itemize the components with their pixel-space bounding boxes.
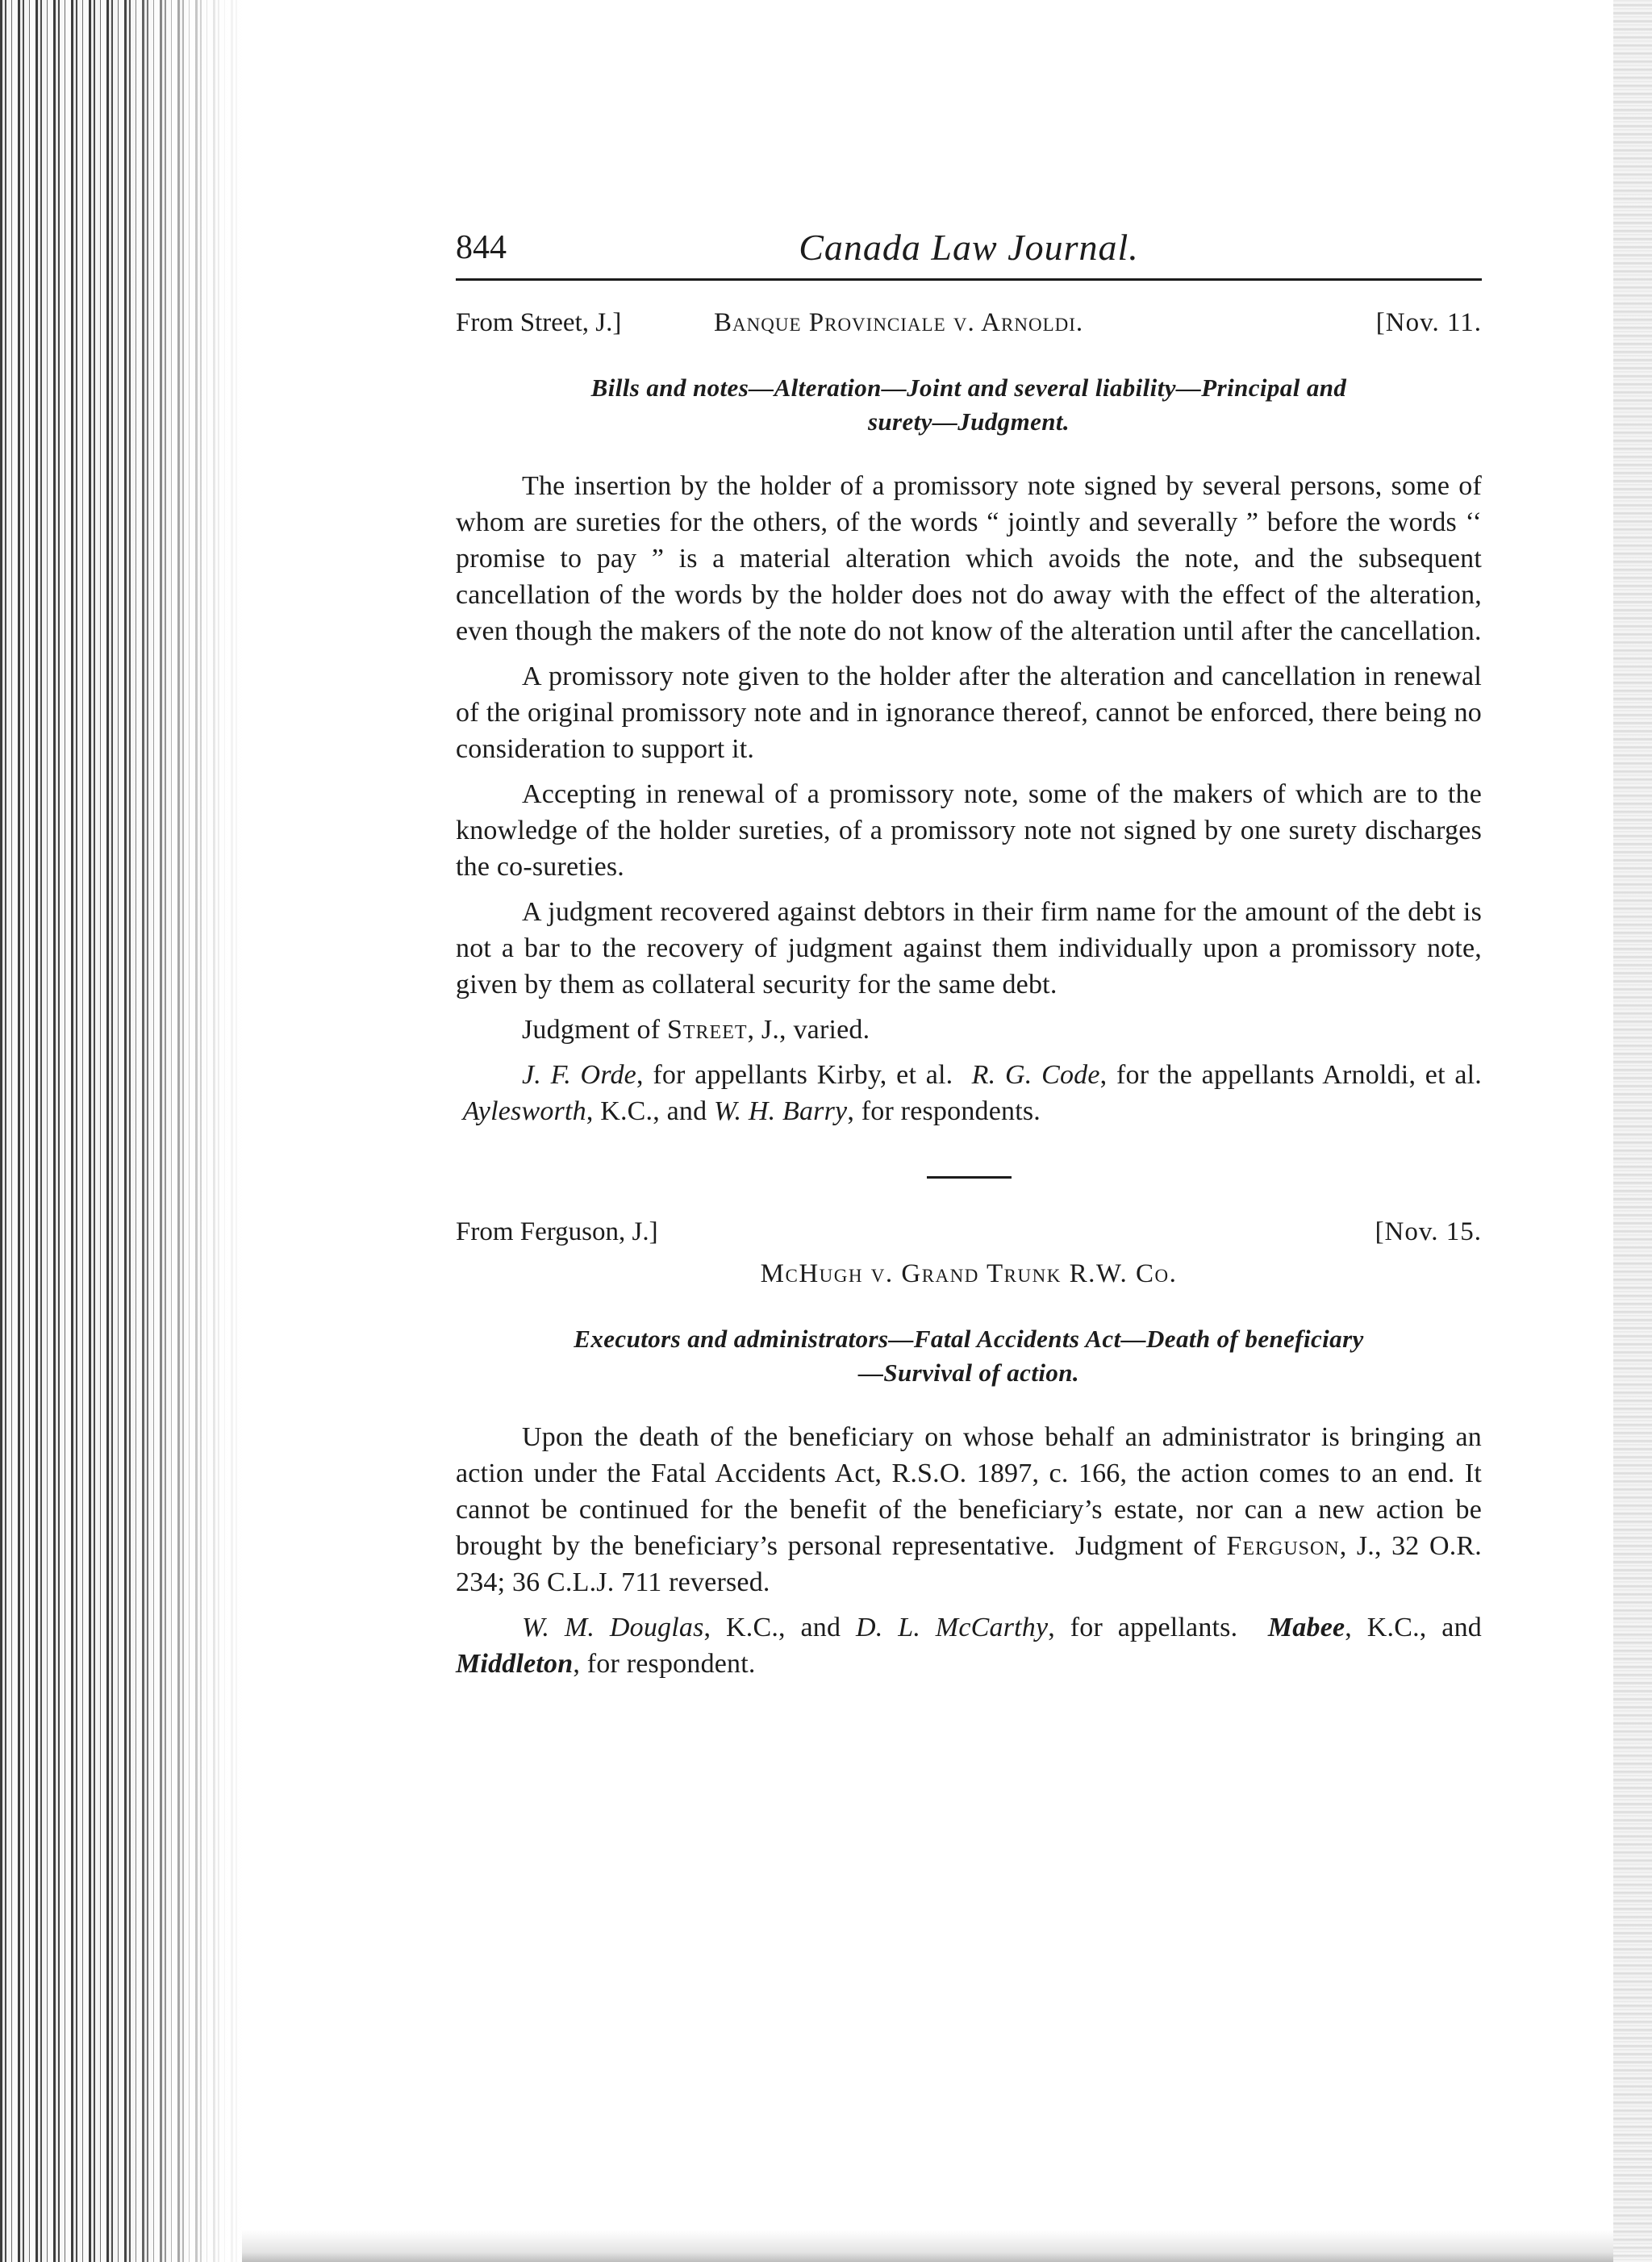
counsel-text: , K.C., and	[703, 1613, 841, 1642]
case-banque-provinciale	[456, 308, 1482, 1129]
headnote-line: —Survival of action.	[857, 1358, 1080, 1387]
headnote-line: Bills and notes—Alteration—Joint and several liability—Principal and	[590, 374, 1347, 402]
case-name: McHugh v. Grand Trunk R.W. Co.	[760, 1259, 1178, 1288]
counsel-name: Mabee	[1267, 1613, 1345, 1642]
court-from: From Ferguson, J.]	[456, 1217, 658, 1246]
case-date: [Nov. 15.	[1375, 1217, 1482, 1246]
paragraph: Accepting in renewal of a promissory note, some of the makers of which are to the knowledge of the holder sureties, of a promissory note not signed by one surety discharges the co-sureties.	[456, 779, 1482, 882]
headnote-line: Executors and administrators—Fatal Accidents Act—Death of beneficiary	[574, 1325, 1364, 1353]
counsel-text: , K.C., and	[1345, 1613, 1482, 1642]
headnote	[472, 1322, 1466, 1390]
counsel-line	[456, 1609, 1482, 1682]
paragraph: A promissory note given to the holder after the alteration and cancellation in renewal of the original promissory note and in ignorance thereof, cannot be enforced, there being no consideration to support it.	[456, 661, 1482, 764]
counsel-name: R. G. Code	[971, 1060, 1100, 1090]
running-head	[456, 206, 1482, 281]
binding-shadow	[121, 0, 258, 2262]
court-from: From Street, J.]	[456, 308, 622, 337]
case-name: Banque Provinciale v. Arnoldi.	[714, 308, 1084, 337]
judge-name: Street	[666, 1015, 748, 1045]
page-edge-right	[1613, 0, 1652, 2262]
judgment-prefix: Judgment of	[522, 1015, 661, 1045]
paragraph	[456, 1419, 1482, 1601]
paragraph: The insertion by the holder of a promissory note signed by several persons, some of whom are sureties for the others, of the words “ jointly and severally ” before the words ‘‘ promise to pay ” is a material alteration which avoids the note, and the subsequent cancellation of the words by the holder does not do away with the effect of the alteration, even though the makers of the note do not know of the alteration until after the cancellation.	[456, 471, 1482, 646]
counsel-name: Aylesworth	[462, 1096, 586, 1126]
counsel-name: D. L. McCarthy	[855, 1613, 1049, 1642]
page-edge-bottom	[242, 2230, 1613, 2262]
counsel-text: , for appellants Kirby, et al.	[636, 1060, 953, 1090]
journal-title: Canada Law Journal.	[799, 227, 1139, 268]
counsel-line	[456, 1057, 1482, 1129]
page-number: 844	[456, 229, 507, 266]
headnote	[472, 371, 1466, 439]
counsel-text: , for the appellants Arnoldi, et al.	[1099, 1060, 1482, 1090]
judgment-suffix: , J., varied.	[747, 1015, 870, 1045]
case-body	[456, 1419, 1482, 1682]
counsel-text: , for respondents.	[847, 1096, 1041, 1126]
headnote-line: surety—Judgment.	[867, 407, 1070, 436]
judgment-prefix: Judgment of	[1074, 1531, 1216, 1561]
case-mchugh	[456, 1217, 1482, 1682]
counsel-name: Middleton	[456, 1649, 574, 1679]
counsel-text: , for appellants.	[1048, 1613, 1238, 1642]
counsel-text: , K.C., and	[586, 1096, 707, 1126]
case-body	[456, 468, 1482, 1129]
counsel-name: W. M. Douglas	[522, 1613, 704, 1642]
journal-page	[456, 206, 1482, 2029]
judgment-line	[456, 1012, 1482, 1048]
counsel-text: , for respondent.	[573, 1649, 756, 1679]
paragraph: A judgment recovered against debtors in their firm name for the amount of the debt is not a bar to the recovery of judgment against them individually upon a promissory note, given by them as collateral security for the same debt.	[456, 897, 1482, 1000]
case-header	[456, 1217, 1482, 1258]
counsel-name: J. F. Orde	[522, 1060, 636, 1090]
case-header	[456, 308, 1482, 348]
judgment-suffix: , J., 32 O.R. 234; 36 C.L.J. 711 reversed.	[456, 1531, 1482, 1597]
section-divider	[927, 1176, 1012, 1179]
case-date: [Nov. 11.	[1375, 308, 1482, 337]
judge-name: Ferguson	[1226, 1531, 1340, 1561]
counsel-name: W. H. Barry	[714, 1096, 848, 1126]
paragraph-text: Upon the death of the beneficiary on whose behalf an administrator is bringing an action under the Fatal Accidents Act, R.S.O. 1897, c. 166, the action comes to an end. It cannot be continued for the benefit of the beneficiary’s estate, nor can a new action be brought by the beneficiary’s personal representative.	[456, 1422, 1482, 1561]
